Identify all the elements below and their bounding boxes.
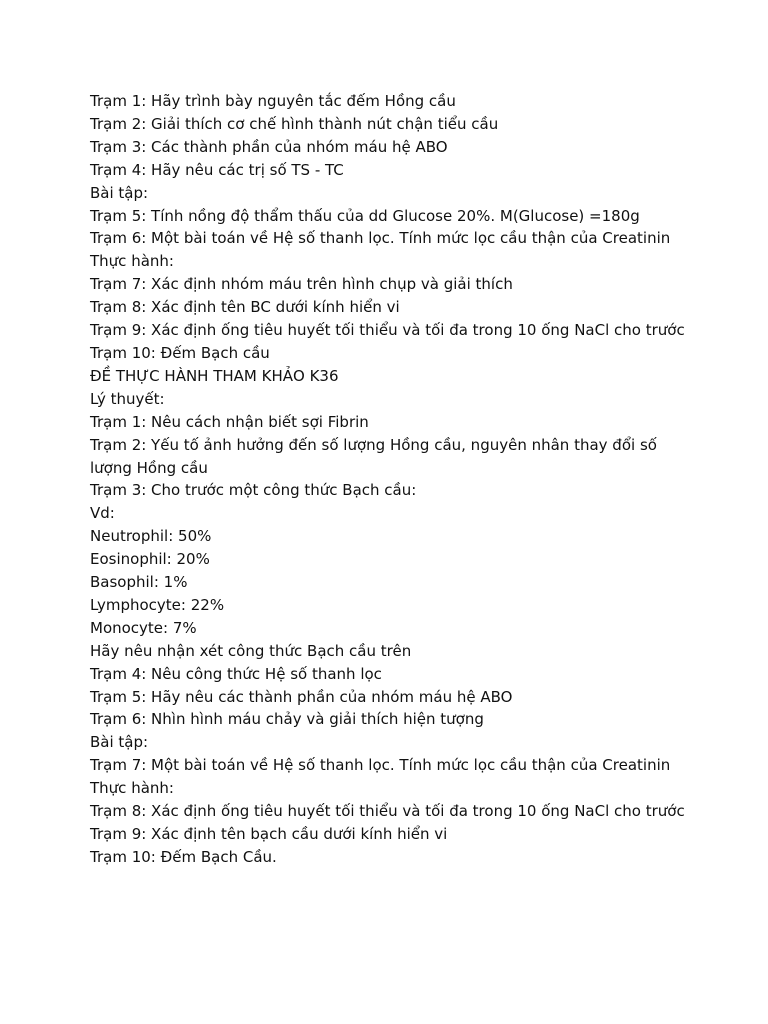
k36-station-5-line: Trạm 5: Hãy nêu các thành phần của nhóm máu hệ ABO: [90, 687, 513, 706]
k36-station-4-line: Trạm 4: Nêu công thức Hệ số thanh lọc: [90, 664, 382, 683]
example-label: Vd:: [90, 504, 115, 523]
lymphocyte-line: Lymphocyte: 22%: [90, 595, 225, 614]
k36-practice-heading: Thực hành:: [90, 779, 174, 798]
k36-station-1-line: Trạm 1: Nêu cách nhận biết sợi Fibrin: [90, 412, 369, 431]
neutrophil-line: Neutrophil: 50%: [90, 527, 212, 546]
k36-station-6-line: Trạm 6: Nhìn hình máu chảy và giải thích hiện tượng: [90, 710, 484, 729]
station-10-line: Trạm 10: Đếm Bạch cầu: [90, 343, 270, 362]
k36-title: ĐỀ THỰC HÀNH THAM KHẢO K36: [90, 366, 339, 385]
station-8-line: Trạm 8: Xác định tên BC dưới kính hiển vi: [90, 298, 400, 317]
eosinophil-line: Eosinophil: 20%: [90, 550, 210, 569]
station-6-line: Trạm 6: Một bài toán về Hệ số thanh lọc. Tính mức lọc cầu thận của Creatinin: [90, 229, 671, 248]
document-page: [90, 90, 700, 869]
k36-station-3-line: Trạm 3: Cho trước một công thức Bạch cầu:: [90, 481, 417, 500]
practice-heading: Thực hành:: [90, 252, 174, 271]
station-3-line: Trạm 3: Các thành phần của nhóm máu hệ ABO: [90, 137, 448, 156]
station-1-line: Trạm 1: Hãy trình bày nguyên tắc đếm Hồng cầu: [90, 92, 456, 110]
k36-station-9-line: Trạm 9: Xác định tên bạch cầu dưới kính hiển vi: [90, 825, 448, 843]
monocyte-line: Monocyte: 7%: [90, 618, 197, 637]
k36-station-10-line: Trạm 10: Đếm Bạch Cầu.: [90, 847, 277, 866]
basophil-line: Basophil: 1%: [90, 573, 188, 592]
station-4-line: Trạm 4: Hãy nêu các trị số TS - TC: [90, 160, 344, 179]
k36-station-7-line: Trạm 7: Một bài toán về Hệ số thanh lọc. Tính mức lọc cầu thận của Creatinin: [90, 756, 671, 775]
k36-exercise-heading: Bài tập:: [90, 733, 149, 752]
exercise-heading: Bài tập:: [90, 183, 149, 202]
station-5-line: Trạm 5: Tính nồng độ thẩm thấu của dd Glucose 20%. M(Glucose) =180g: [90, 206, 640, 225]
k36-station-2-line: Trạm 2: Yếu tố ảnh hưởng đến số lượng Hồng cầu, nguyên nhân thay đổi số lượng Hồng cầu: [90, 435, 657, 477]
comment-prompt-line: Hãy nêu nhận xét công thức Bạch cầu trên: [90, 641, 412, 660]
station-2-line: Trạm 2: Giải thích cơ chế hình thành nút chận tiểu cầu: [90, 114, 499, 133]
k36-station-8-line: Trạm 8: Xác định ống tiêu huyết tối thiểu và tối đa trong 10 ống NaCl cho trước: [90, 802, 685, 821]
theory-heading: Lý thuyết:: [90, 389, 165, 408]
station-9-line: Trạm 9: Xác định ống tiêu huyết tối thiểu và tối đa trong 10 ống NaCl cho trước: [90, 321, 685, 340]
station-7-line: Trạm 7: Xác định nhóm máu trên hình chụp và giải thích: [90, 275, 513, 294]
